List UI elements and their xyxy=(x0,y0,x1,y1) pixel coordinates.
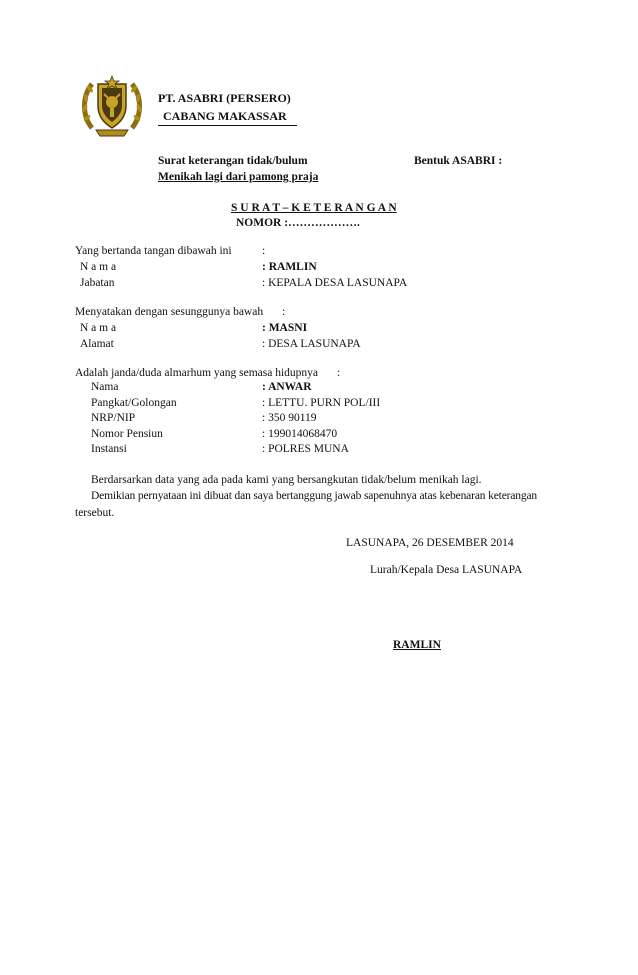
body-paragraph-2: Demikian pernyataan ini dibuat dan saya bertanggung jawab sapenuhnya atas kebenaran keterangan xyxy=(91,490,538,502)
company-name: PT. ASABRI (PERSERO) xyxy=(158,91,291,105)
signer-position-label: Jabatan xyxy=(80,277,115,289)
signer-name-label: N a m a xyxy=(80,261,117,273)
signer-heading-colon: : xyxy=(262,245,266,257)
signer-role: Lurah/Kepala Desa LASUNAPA xyxy=(370,564,523,576)
deceased-row-label: Pangkat/Golongan xyxy=(91,397,177,409)
document-number: NOMOR :………………. xyxy=(236,217,360,229)
signer-heading: Yang bertanda tangan dibawah ini xyxy=(75,245,232,257)
declared-heading: Menyatakan dengan sesunggunya bawah xyxy=(75,306,264,318)
form-label: Bentuk ASABRI : xyxy=(414,155,503,167)
deceased-row-label: Nama xyxy=(91,381,119,393)
declared-address-label: Alamat xyxy=(80,338,114,350)
deceased-row-value: : 350 90119 xyxy=(262,412,317,424)
body-paragraph-1: Berdarsarkan data yang ada pada kami yang bersangkutan tidak/belum menikah lagi. xyxy=(91,474,482,486)
body-paragraph-2-cont: tersebut. xyxy=(75,507,115,519)
place-date: LASUNAPA, 26 DESEMBER 2014 xyxy=(346,537,514,549)
header-underline xyxy=(158,125,297,126)
signature-name: RAMLIN xyxy=(393,639,441,651)
deceased-row-label: Nomor Pensiun xyxy=(91,428,163,440)
asabri-emblem-icon xyxy=(78,70,146,138)
deceased-row-value: : POLRES MUNA xyxy=(262,443,349,455)
declared-address-value: : DESA LASUNAPA xyxy=(262,338,361,350)
deceased-row-value: : LETTU. PURN POL/III xyxy=(262,397,381,409)
declared-heading-colon: : xyxy=(282,306,286,318)
document-title: S U R A T – K E T E R A N G A N xyxy=(231,202,397,214)
deceased-row-value: : 199014068470 xyxy=(262,428,338,440)
deceased-heading-colon: : xyxy=(337,367,341,379)
deceased-row-value: : ANWAR xyxy=(262,381,312,393)
deceased-row-label: Instansi xyxy=(91,443,127,455)
intro-line-2: Menikah lagi dari pamong praja xyxy=(158,171,319,183)
deceased-row-label: NRP/NIP xyxy=(91,412,136,424)
signer-name-value: : RAMLIN xyxy=(262,261,317,273)
signer-position-value: : KEPALA DESA LASUNAPA xyxy=(262,277,408,289)
deceased-heading: Adalah janda/duda almarhum yang semasa hidupnya xyxy=(75,367,319,379)
intro-line-1: Surat keterangan tidak/bulum xyxy=(158,155,308,167)
declared-name-value: : MASNI xyxy=(262,322,308,334)
declared-name-label: N a m a xyxy=(80,322,117,334)
branch-name: CABANG MAKASSAR xyxy=(163,109,287,123)
